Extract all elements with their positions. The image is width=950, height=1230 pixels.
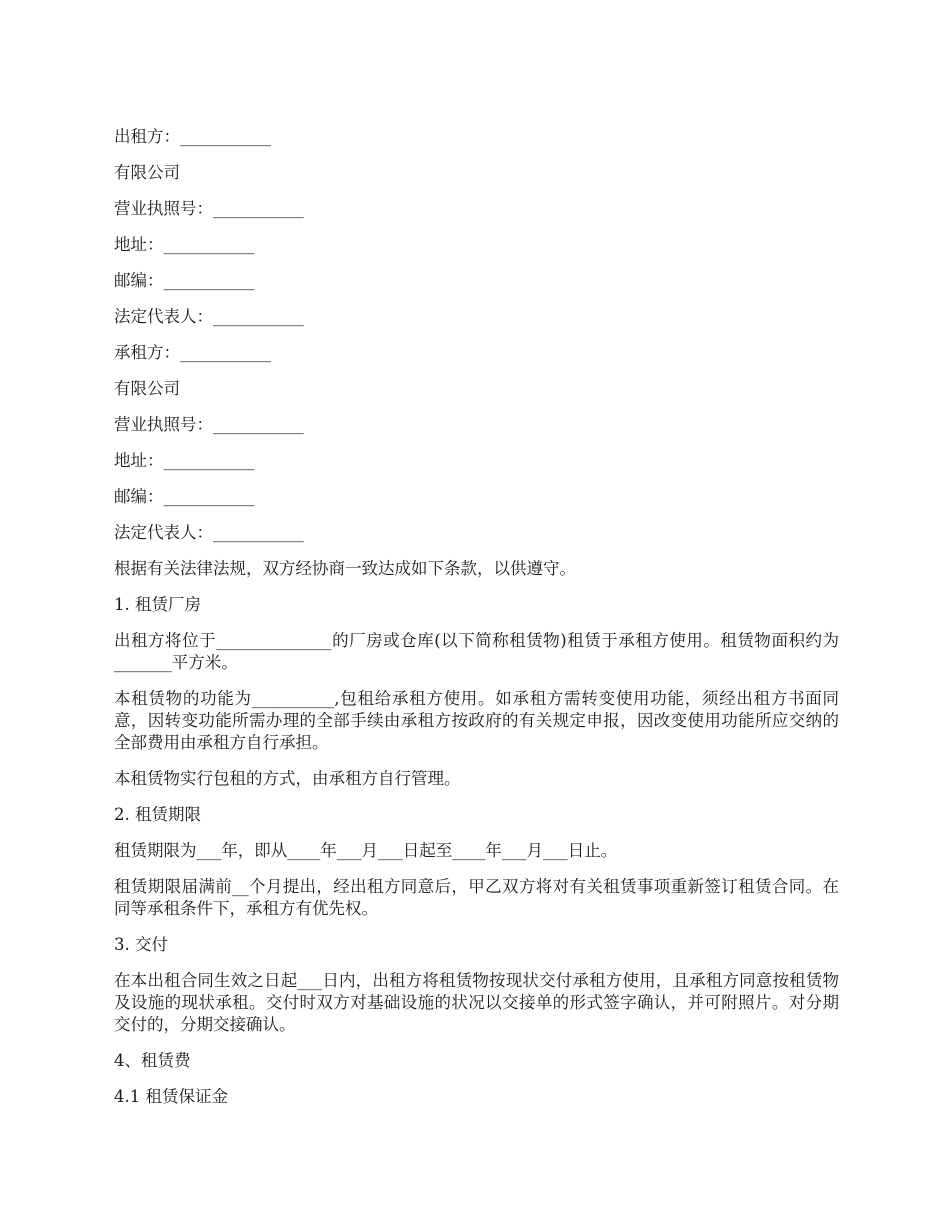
lessee-legal-rep: 法定代表人：___________ xyxy=(114,523,304,542)
paragraph: 租赁期限为___年，即从____年___月___日起至____年___月___日止。 xyxy=(114,841,618,860)
lessor-license: 营业执照号：___________ xyxy=(114,199,304,218)
lessee-postcode: 邮编：___________ xyxy=(114,487,255,506)
paragraph: 租赁期限届满前__个月提出，经出租方同意后，甲乙双方将对有关租赁事项重新签订租赁合同。在同等承租条件下，承租方有优先权。 xyxy=(114,877,839,918)
paragraph: 在本出租合同生效之日起___日内，出租方将租赁物按现状交付承租方使用，且承租方同意按租赁物及设施的现状承租。交付时双方对基础设施的状况以交接单的形式签字确认，并可附照片。对分期交付的，分期交接确认。 xyxy=(114,971,839,1034)
paragraph: 本租赁物的功能为__________,包租给承租方使用。如承租方需转变使用功能，须经出租方书面同意，因转变功能所需办理的全部手续由承租方按政府的有关规定申报，因改变使用功能所应交纳的全部费用由承租方自行承担。 xyxy=(114,689,839,752)
section-heading: 2. 租赁期限 xyxy=(114,805,201,824)
lessee-name: 承租方：___________ xyxy=(114,343,271,362)
paragraph: 本租赁物实行包租的方式，由承租方自行管理。 xyxy=(114,769,461,788)
section-heading: 1. 租赁厂房 xyxy=(114,595,201,614)
lessee-address: 地址：___________ xyxy=(114,451,255,470)
lessor-address: 地址：___________ xyxy=(114,235,255,254)
lessor-name: 出租方：___________ xyxy=(114,127,271,146)
preamble: 根据有关法律法规，双方经协商一致达成如下条款，以供遵守。 xyxy=(114,559,576,578)
lessee-license: 营业执照号：___________ xyxy=(114,415,304,434)
lessor-company: 有限公司 xyxy=(114,163,180,182)
contract-body xyxy=(114,126,839,1122)
section-heading: 4、租赁费 xyxy=(114,1051,191,1070)
lessor-postcode: 邮编：___________ xyxy=(114,271,255,290)
subsection-heading: 4.1 租赁保证金 xyxy=(114,1087,228,1106)
lessor-legal-rep: 法定代表人：___________ xyxy=(114,307,304,326)
lessee-company: 有限公司 xyxy=(114,379,180,398)
paragraph: 出租方将位于______________的厂房或仓库(以下简称租赁物)租赁于承租方使用。租赁物面积约为_______平方米。 xyxy=(114,631,839,672)
section-heading: 3. 交付 xyxy=(114,935,168,954)
